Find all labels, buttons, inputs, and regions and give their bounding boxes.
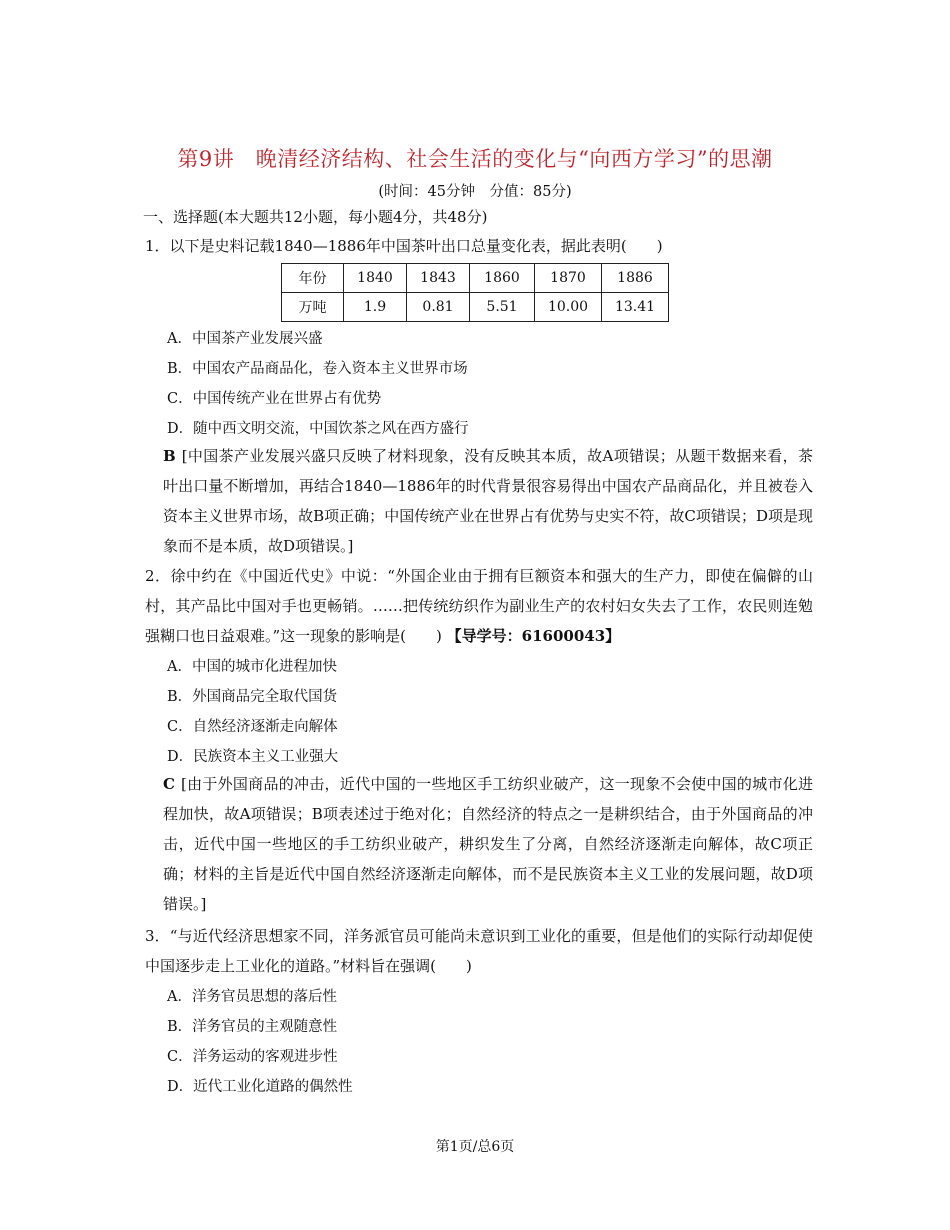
page-title: 第9讲 晚清经济结构、社会生活的变化与“向西方学习”的思潮 xyxy=(177,147,773,171)
q2-answer-explanation: [由于外国商品的冲击，近代中国的一些地区手工纺织业破产，这一现象不会使中国的城市化进程加快，故A项错误；B项表述过于绝对化；自然经济的特点之一是耕织结合，由于外国商品的冲击，近代中国一些地区的手工纺织业破产，耕织发生了分离，自然经济逐渐走向解体，故C项正确；材料的主旨是近代中国自然经济逐渐走向解体，而不是民族资本主义工业的发展问题，故D项错误。] xyxy=(163,775,813,913)
q1-option-b: B．中国农产品商品化，卷入资本主义世界市场 xyxy=(167,361,468,377)
table-cell: 1.9 xyxy=(344,293,407,322)
table-cell: 1870 xyxy=(535,264,602,293)
q2-option-b: B．外国商品完全取代国货 xyxy=(167,689,338,705)
table-row xyxy=(282,293,669,322)
q1-option-c: C．中国传统产业在世界占有优势 xyxy=(167,391,382,407)
table-cell: 13.41 xyxy=(602,293,669,322)
table-cell: 0.81 xyxy=(407,293,470,322)
q3-option-b: B．洋务官员的主观随意性 xyxy=(167,1019,338,1035)
q2-answer xyxy=(163,769,813,919)
table-row xyxy=(282,264,669,293)
table-cell: 1860 xyxy=(470,264,535,293)
q2-answer-letter: C xyxy=(163,775,175,793)
page-footer: 第1页/总6页 xyxy=(435,1139,515,1155)
table-cell: 10.00 xyxy=(535,293,602,322)
q1-answer-explanation: [中国茶产业发展兴盛只反映了材料现象，没有反映其本质，故A项错误；从题干数据来看，茶叶出口量不断增加，再结合1840—1886年的时代背景很容易得出中国农产品商品化，并且被卷入资本主义世界市场，故B项正确；中国传统产业在世界占有优势与史实不符，故C项错误；D项是现象而不是本质，故D项错误。] xyxy=(163,447,813,555)
table-cell: 1843 xyxy=(407,264,470,293)
q1-option-a: A．中国茶产业发展兴盛 xyxy=(167,331,323,347)
table-cell: 1840 xyxy=(344,264,407,293)
q2-stem xyxy=(145,561,813,651)
q3-option-d: D．近代工业化道路的偶然性 xyxy=(167,1079,353,1095)
q2-option-a: A．中国的城市化进程加快 xyxy=(167,659,337,675)
table-header-cell: 万吨 xyxy=(282,293,344,322)
q1-answer xyxy=(163,441,813,561)
q3-option-a: A．洋务官员思想的落后性 xyxy=(167,989,337,1005)
q1-answer-letter: B xyxy=(163,447,176,465)
q3-option-c: C．洋务运动的客观进步性 xyxy=(167,1049,338,1065)
q2-option-c: C．自然经济逐渐走向解体 xyxy=(167,719,338,735)
table-header-cell: 年份 xyxy=(282,264,344,293)
table-cell: 5.51 xyxy=(470,293,535,322)
q1-option-d: D．随中西文明交流，中国饮茶之风在西方盛行 xyxy=(167,421,469,437)
page-subtitle: (时间：45分钟 分值：85分) xyxy=(378,184,572,200)
table-cell: 1886 xyxy=(602,264,669,293)
section-title: 一、选择题(本大题共12小题，每小题4分，共48分) xyxy=(143,208,488,226)
q2-option-d: D．民族资本主义工业强大 xyxy=(167,749,339,765)
q1-stem: 1．以下是史料记载1840—1886年中国茶叶出口总量变化表，据此表明( ) xyxy=(145,237,663,255)
q3-stem: 3．“与近代经济思想家不同，洋务派官员可能尚未意识到工业化的重要，但是他们的实际行动却促使中国逐步走上工业化的道路。”材料旨在强调( ) xyxy=(145,927,813,975)
q2-guide-number: 【导学号：61600043】 xyxy=(446,627,621,645)
tea-export-table xyxy=(281,263,669,322)
q2-stem-text: 2．徐中约在《中国近代史》中说：“外国企业由于拥有巨额资本和强大的生产力，即使在偏僻的山村，其产品比中国对手也更畅销。……把传统纺织作为副业生产的农村妇女失去了工作，农民则连勉强糊口也日益艰难。”这一现象的影响是( ) xyxy=(145,567,813,645)
